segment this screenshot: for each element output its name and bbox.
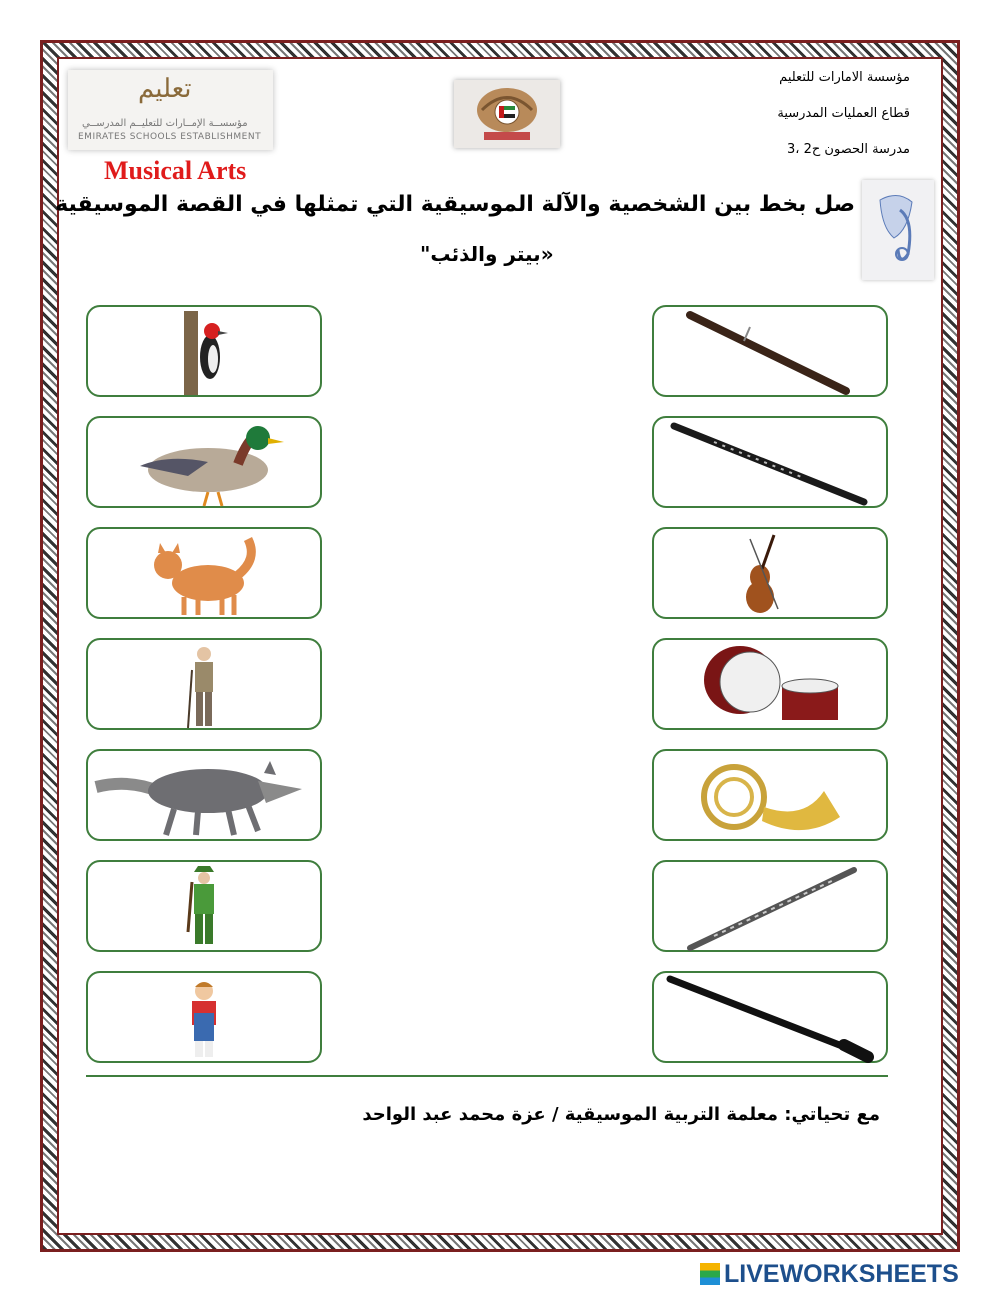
instrument-card-drums[interactable] bbox=[652, 638, 888, 730]
flute-icon bbox=[654, 862, 890, 954]
duck-icon bbox=[88, 418, 324, 510]
drums-icon bbox=[654, 640, 890, 732]
instrument-card-bassoon[interactable] bbox=[652, 305, 888, 397]
character-card-duck[interactable] bbox=[86, 416, 322, 508]
teacher-signature: مع تحياتي: معلمة التربية الموسيقية / عزة محمد عبد الواحد bbox=[362, 1104, 880, 1125]
ese-logo-arabic: تعليم bbox=[138, 74, 192, 104]
oboe-icon bbox=[654, 418, 890, 510]
peter-icon bbox=[88, 973, 324, 1065]
character-card-peter[interactable] bbox=[86, 971, 322, 1063]
bassoon-icon bbox=[654, 307, 890, 399]
instrument-card-clarinet[interactable] bbox=[652, 971, 888, 1063]
character-card-hunter[interactable] bbox=[86, 860, 322, 952]
instruction-line1: صل بخط بين الشخصية والآلة الموسيقية التي تمثلها في القصة الموسيقية bbox=[55, 192, 855, 217]
instrument-card-violin[interactable] bbox=[652, 527, 888, 619]
wolf-icon bbox=[88, 751, 324, 843]
character-card-woodpecker[interactable] bbox=[86, 305, 322, 397]
ese-logo-sub-ar: مؤسســة الإمــارات للتعليــم المدرســي bbox=[82, 118, 248, 129]
watermark-text: LIVEWORKSHEETS bbox=[724, 1260, 959, 1288]
musical-arts-logo-icon bbox=[862, 180, 934, 280]
footer-rule bbox=[86, 1075, 888, 1077]
hunter-icon bbox=[88, 862, 324, 954]
school-name: مدرسة الحصون ح2 ،3 bbox=[787, 142, 910, 157]
instrument-card-oboe[interactable] bbox=[652, 416, 888, 508]
org-name: مؤسسة الامارات للتعليم bbox=[779, 70, 910, 85]
french-horn-icon bbox=[654, 751, 890, 843]
instrument-card-french-horn[interactable] bbox=[652, 749, 888, 841]
liveworksheets-watermark bbox=[700, 1260, 959, 1289]
ese-logo-sub-en: EMIRATES SCHOOLS ESTABLISHMENT bbox=[78, 132, 262, 142]
violin-icon bbox=[654, 529, 890, 621]
character-card-wolf[interactable] bbox=[86, 749, 322, 841]
cat-icon bbox=[88, 529, 324, 621]
character-card-grandfather[interactable] bbox=[86, 638, 322, 730]
uae-emblem-icon bbox=[454, 80, 560, 148]
woodpecker-icon bbox=[88, 307, 324, 399]
page-title: Musical Arts bbox=[104, 156, 247, 185]
liveworksheets-badge-icon bbox=[700, 1263, 720, 1285]
ese-logo bbox=[68, 70, 273, 150]
sector-name: قطاع العمليات المدرسية bbox=[777, 106, 910, 121]
instruction-line2: «بيتر والذئب" bbox=[420, 242, 554, 266]
grandfather-icon bbox=[88, 640, 324, 732]
instrument-card-flute[interactable] bbox=[652, 860, 888, 952]
clarinet-icon bbox=[654, 973, 890, 1065]
character-card-cat[interactable] bbox=[86, 527, 322, 619]
